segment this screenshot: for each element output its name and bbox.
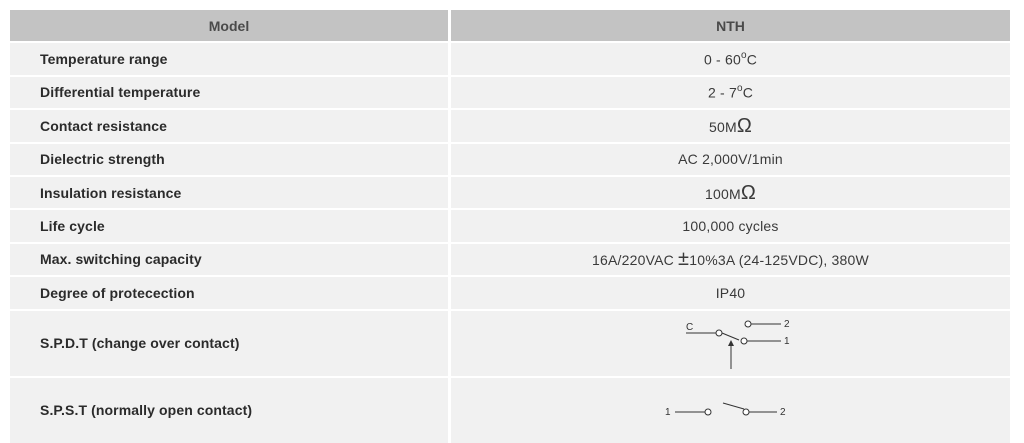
row-label: Degree of protecection <box>40 284 195 301</box>
table-row <box>10 244 1010 275</box>
row-value: 100,000 cycles <box>682 218 779 235</box>
row-value: 100MΩ <box>705 181 756 204</box>
spdt-c-label: C <box>685 322 693 334</box>
spdt-terminal-2: 2 <box>783 319 790 331</box>
row-value: 0 - 60$^o$C <box>703 49 758 68</box>
row-label: Differential temperature <box>40 84 201 101</box>
row-label: Contact resistance <box>40 117 168 134</box>
table-header <box>10 10 1010 41</box>
row-value: IP40 <box>715 284 746 301</box>
table-row <box>10 144 1010 175</box>
spdt-switch-diagram <box>666 315 796 371</box>
spst-terminal-2: 2 <box>779 407 786 419</box>
table-row <box>10 110 1010 141</box>
table-row <box>10 210 1010 241</box>
row-value: 50MΩ <box>709 114 752 137</box>
spec-table <box>10 10 1010 443</box>
table-row <box>10 77 1010 108</box>
row-label: S.P.D.T (change over contact) <box>40 335 240 352</box>
table-row-spst <box>10 378 1010 443</box>
row-label: Dielectric strength <box>40 151 165 168</box>
header-model-label: Model <box>10 10 448 41</box>
row-label: Life cycle <box>40 218 105 235</box>
row-value: AC 2,000V/1min <box>678 151 783 168</box>
row-value: 16A/220VAC ±10%3A (24-125VDC), 380W <box>592 248 869 271</box>
spst-terminal-1: 1 <box>664 407 671 419</box>
row-value: 2 - 7$^o$C <box>707 83 754 101</box>
header-model-value: NTH <box>451 10 1010 41</box>
spdt-terminal-1: 1 <box>783 336 790 348</box>
table-row-spdt <box>10 311 1010 376</box>
table-row <box>10 43 1010 74</box>
spst-switch-diagram <box>661 395 801 425</box>
table-row <box>10 177 1010 208</box>
row-label: Insulation resistance <box>40 184 182 201</box>
row-label: S.P.S.T (normally open contact) <box>40 402 253 419</box>
row-label: Temperature range <box>40 51 168 68</box>
row-label: Max. switching capacity <box>40 251 202 268</box>
table-row <box>10 277 1010 308</box>
